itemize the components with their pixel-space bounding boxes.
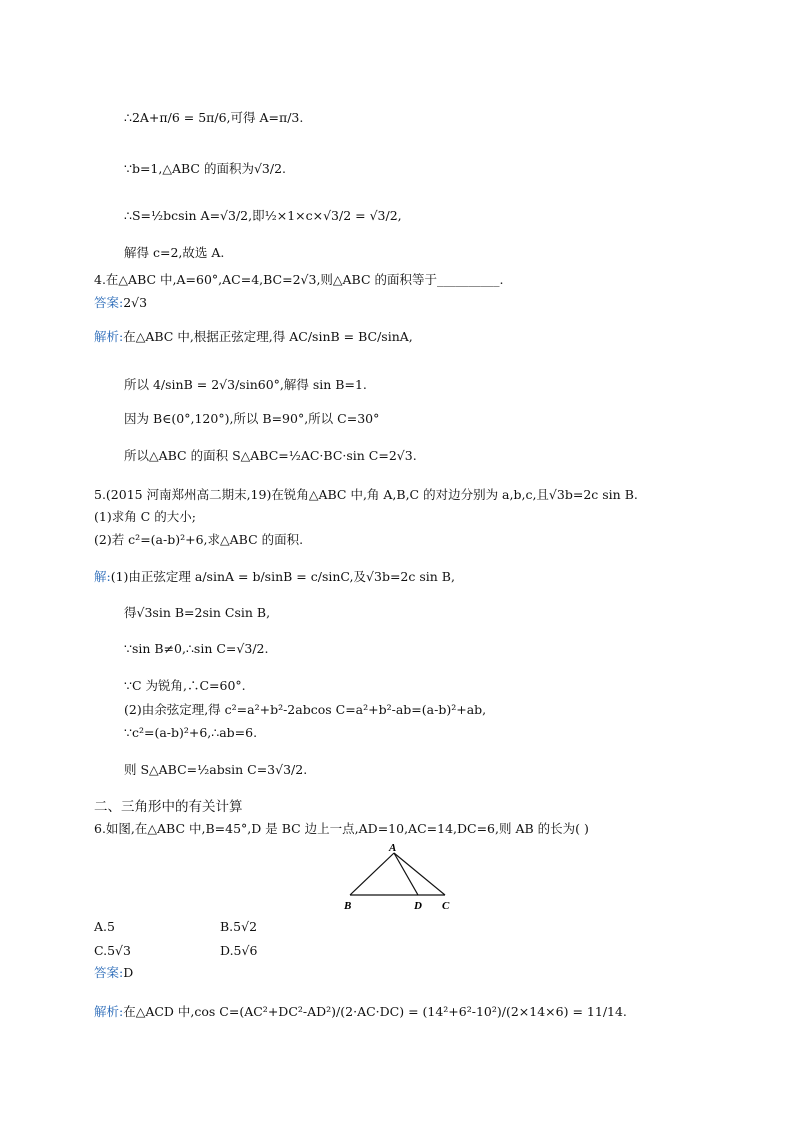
answer-label: 答案: — [94, 965, 124, 980]
text-line: C.5√3 — [94, 943, 131, 958]
text-line: ∴S=½bcsin A=√3/2,即½×1×c×√3/2 = √3/2, — [124, 208, 402, 223]
text-line: ∵b=1,△ABC 的面积为√3/2. — [124, 161, 287, 176]
segment-ad — [394, 853, 418, 895]
text-line: 6.如图,在△ABC 中,B=45°,D 是 BC 边上一点,AD=10,AC=14,DC=6,则 AB 的长为( ) — [94, 821, 589, 836]
text-line: 所以 4/sinB = 2√3/sin60°,解得 sin B=1. — [124, 377, 367, 392]
text-line: 解析:在△ABC 中,根据正弦定理,得 AC/sinB = BC/sinA, — [94, 329, 413, 344]
text-line: A.5 — [94, 919, 115, 934]
text-line: 解:(1)由正弦定理 a/sinA = b/sinB = c/sinC,及√3b=2c sin B, — [94, 569, 455, 584]
segment-ab — [350, 853, 394, 895]
text-line: 则 S△ABC=½absin C=3√3/2. — [124, 762, 308, 777]
text-line: ∴2A+π/6 = 5π/6,可得 A=π/3. — [124, 110, 304, 125]
text-line: 5.(2015 河南郑州高二期末,19)在锐角△ABC 中,角 A,B,C 的对边分别为 a,b,c,且√3b=2c sin B. — [94, 487, 638, 502]
section-heading: 二、三角形中的有关计算 — [94, 799, 243, 815]
text-line: 因为 B∈(0°,120°),所以 B=90°,所以 C=30° — [124, 411, 380, 426]
text-line: (1)求角 C 的大小; — [94, 509, 196, 524]
label-b: B — [344, 900, 352, 912]
answer-label: 解: — [94, 569, 111, 584]
answer-label: 答案: — [94, 295, 124, 310]
answer-label: 解析: — [94, 1004, 124, 1019]
text-line: ∵C 为锐角,∴C=60°. — [124, 678, 246, 693]
text-line: 4.在△ABC 中,A=60°,AC=4,BC=2√3,则△ABC 的面积等于__________. — [94, 272, 504, 287]
label-a: A — [389, 842, 397, 854]
text-line: ∵c²=(a-b)²+6,∴ab=6. — [124, 725, 258, 740]
text-line: 得√3sin B=2sin Csin B, — [124, 605, 271, 620]
text-line: (2)由余弦定理,得 c²=a²+b²-2abcos C=a²+b²-ab=(a-b)²+ab, — [124, 702, 487, 717]
text-line: D.5√6 — [220, 943, 258, 958]
text-line: B.5√2 — [220, 919, 258, 934]
text-line: ∵sin B≠0,∴sin C=√3/2. — [124, 641, 269, 656]
label-c: C — [442, 900, 450, 912]
triangle-diagram — [336, 838, 456, 913]
text-line: 解得 c=2,故选 A. — [124, 245, 225, 260]
text-line: 所以△ABC 的面积 S△ABC=½AC·BC·sin C=2√3. — [124, 448, 417, 463]
text-line: 解析:在△ACD 中,cos C=(AC²+DC²-AD²)/(2·AC·DC) = (14²+6²-10²)/(2×14×6) = 11/14. — [94, 1004, 627, 1019]
text-line: 答案:2√3 — [94, 295, 148, 310]
segment-ac — [394, 853, 445, 895]
text-line: (2)若 c²=(a-b)²+6,求△ABC 的面积. — [94, 532, 304, 547]
answer-label: 解析: — [94, 329, 124, 344]
label-d: D — [414, 900, 422, 912]
text-line: 答案:D — [94, 965, 134, 980]
